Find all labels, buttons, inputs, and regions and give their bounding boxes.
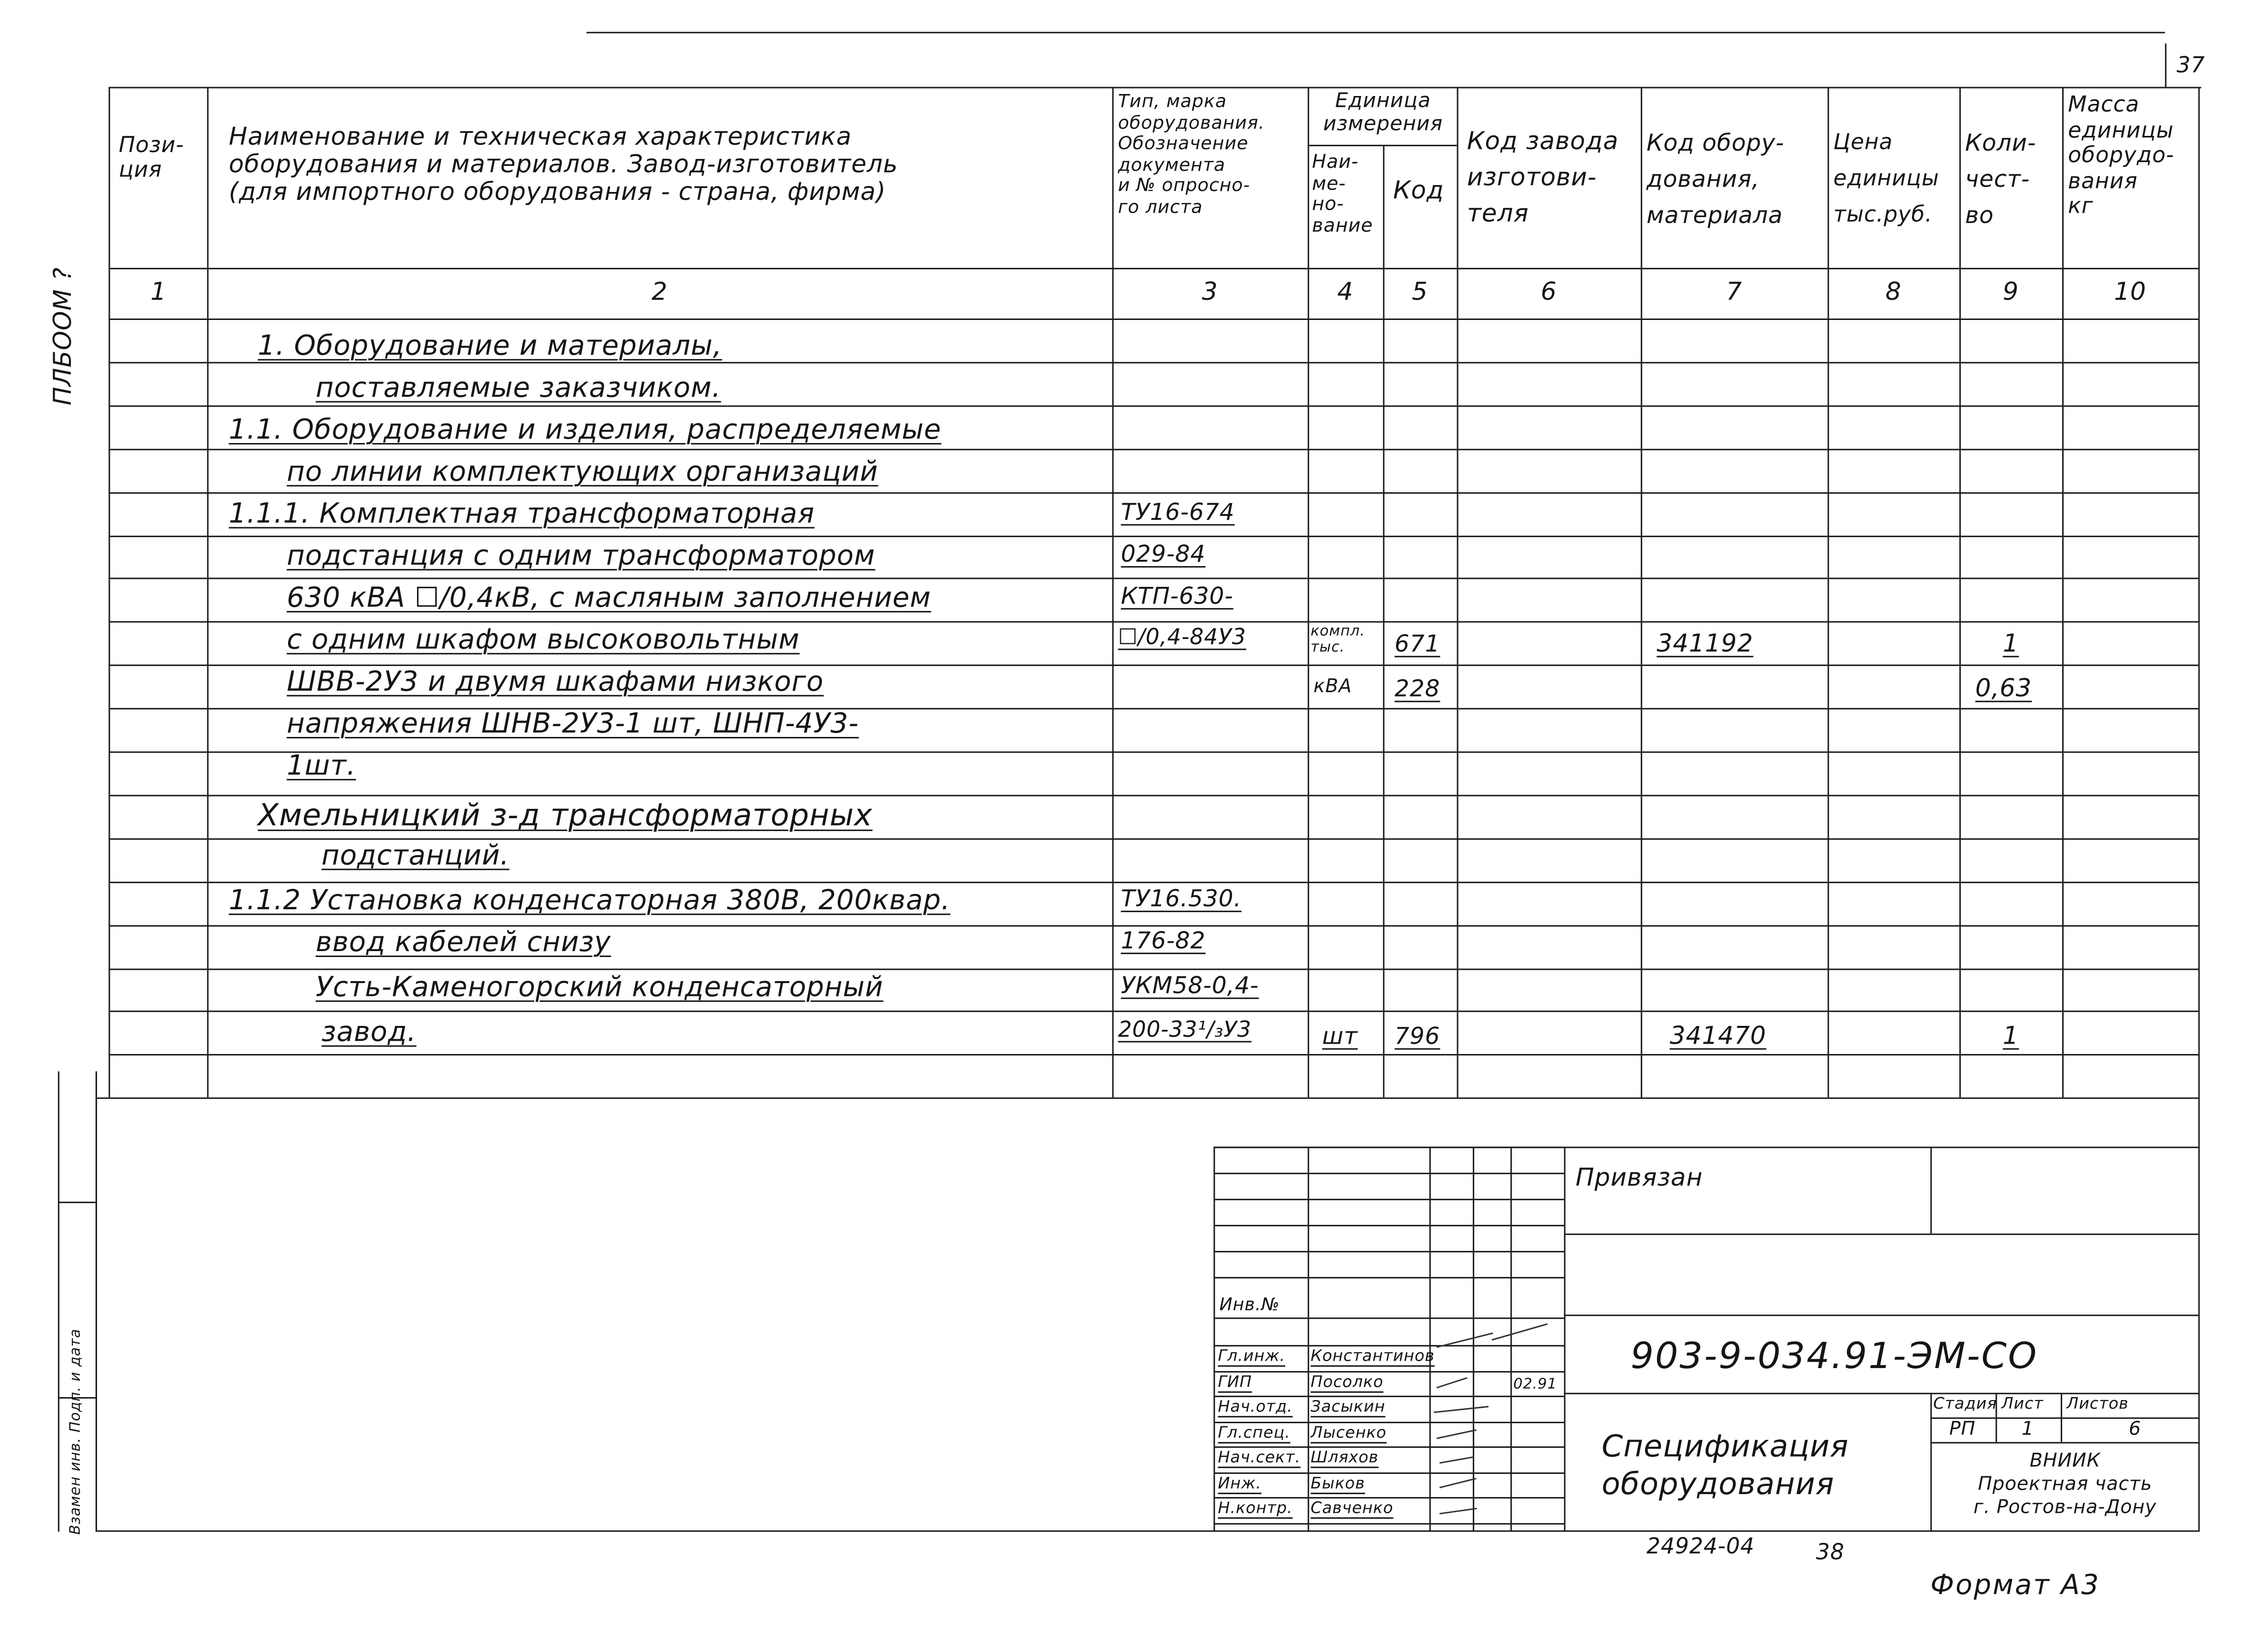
col-line-9 bbox=[2062, 87, 2064, 1097]
header-col45: Единица измерения bbox=[1323, 90, 1443, 136]
tb-org: ВНИИК Проектная часть г. Ростов-на-Дону bbox=[1973, 1450, 2157, 1519]
tb-grid-line bbox=[1214, 1225, 1564, 1226]
row-type-8: ☐/0,4-84У3 bbox=[1118, 624, 1246, 650]
tb-staff-name: Посолко bbox=[1310, 1372, 1384, 1391]
tb-col-b bbox=[1429, 1147, 1431, 1532]
row-type-6: 029-84 bbox=[1121, 540, 1206, 568]
tb-rule-privyazan bbox=[1564, 1234, 2198, 1235]
bottom-page: 38 bbox=[1816, 1539, 1845, 1565]
row-line bbox=[109, 795, 2199, 796]
tb-col-c bbox=[1473, 1147, 1474, 1532]
row-name-17: завод. bbox=[321, 1016, 417, 1049]
row-qty-17: 1 bbox=[2003, 1022, 2019, 1052]
header-col9: Коли- чест- во bbox=[1965, 128, 2037, 229]
tb-stage-bottom bbox=[1930, 1442, 2198, 1443]
row-code-17: 796 bbox=[1394, 1022, 1440, 1050]
header-col10: Масса единицы оборудо- вания кг bbox=[2068, 91, 2174, 219]
colnum-1: 1 bbox=[150, 278, 167, 307]
tb-left bbox=[1214, 1147, 1215, 1532]
tb-staff-role: Нач.сект. bbox=[1218, 1448, 1301, 1467]
frame-bottom-border bbox=[96, 1531, 2198, 1532]
row-qty-9: 0,63 bbox=[1975, 674, 2032, 704]
colnum-4: 4 bbox=[1337, 278, 1354, 307]
tb-sheet-label: Лист bbox=[2001, 1394, 2043, 1413]
row-line bbox=[109, 448, 2199, 450]
row-line bbox=[109, 405, 2199, 407]
row-unit-8: компл. тыс. bbox=[1310, 624, 1365, 656]
col-line-2 bbox=[1112, 87, 1114, 1097]
margin-left-text: ПЛБООМ ? bbox=[49, 267, 78, 406]
table-left-border bbox=[109, 87, 110, 1097]
row-name-10: напряжения ШНВ-2У3-1 шт, ШНП-4У3- bbox=[287, 708, 859, 740]
tb-col-a bbox=[1308, 1147, 1309, 1532]
row-qty-8: 1 bbox=[2003, 630, 2019, 659]
colnum-7: 7 bbox=[1726, 278, 1743, 307]
header-col6: Код завода изготови- теля bbox=[1467, 127, 1619, 229]
col-line-7 bbox=[1828, 87, 1829, 1097]
tb-staff-role: Гл.инж. bbox=[1218, 1346, 1286, 1366]
col-line-5 bbox=[1457, 87, 1458, 1097]
table-bottom-border bbox=[96, 1097, 2198, 1099]
tb-title: Спецификация оборудования bbox=[1601, 1429, 1849, 1501]
tb-inv-no: Инв.№ bbox=[1219, 1294, 1280, 1315]
row-name-12: Хмельницкий з-д трансформаторных bbox=[258, 798, 873, 833]
row-mat-8: 341192 bbox=[1656, 630, 1753, 659]
tb-staff-role: Гл.спец. bbox=[1218, 1422, 1291, 1441]
tb-staff-role: Н.контр. bbox=[1218, 1498, 1293, 1518]
row-name-8: с одним шкафом высоковольтным bbox=[287, 624, 800, 656]
row-name-6: подстанция с одним трансформатором bbox=[287, 540, 875, 572]
margin-stamp-div1 bbox=[58, 1202, 96, 1203]
bottom-code: 24924-04 bbox=[1646, 1533, 1755, 1560]
row-type-16: УКМ58-0,4- bbox=[1121, 971, 1259, 999]
row-type-7: КТП-630- bbox=[1121, 582, 1233, 610]
row-line bbox=[109, 925, 2199, 926]
header-col4: Наи- ме- но- вание bbox=[1312, 152, 1373, 237]
row-line bbox=[109, 622, 2199, 623]
tb-col-e bbox=[1564, 1147, 1565, 1532]
row-line bbox=[109, 1054, 2199, 1056]
tb-privyazan: Привязан bbox=[1575, 1164, 1703, 1193]
row-type-17: 200-33¹/₃У3 bbox=[1118, 1016, 1252, 1043]
row-type-15: 176-82 bbox=[1121, 926, 1206, 955]
tb-staff-name: Савченко bbox=[1310, 1498, 1393, 1518]
margin-stamp-text: Взамен инв. Подп. и дата bbox=[68, 1328, 84, 1535]
colnum-5: 5 bbox=[1412, 278, 1428, 307]
colnum-9: 9 bbox=[2003, 278, 2019, 307]
row-line bbox=[109, 492, 2199, 493]
tb-stage: РП bbox=[1949, 1419, 1976, 1441]
row-name-9: ШВВ-2У3 и двумя шкафами низкого bbox=[287, 666, 824, 698]
row-name-16: Усть-Каменогорский конденсаторный bbox=[316, 971, 883, 1004]
tb-staff-line bbox=[1214, 1522, 1564, 1524]
row-name-3: 1.1. Оборудование и изделия, распределяемые bbox=[228, 414, 941, 446]
tb-grid-line bbox=[1214, 1277, 1564, 1278]
tb-grid-line bbox=[1214, 1251, 1564, 1252]
tb-col-d bbox=[1510, 1147, 1512, 1532]
row-unit-9: кВА bbox=[1313, 676, 1352, 698]
row-type-5: ТУ16-674 bbox=[1121, 498, 1235, 526]
col-number-rule bbox=[109, 319, 2199, 320]
header-col3: Тип, марка оборудования. Обозначение документа и № опросно- го листа bbox=[1118, 90, 1265, 217]
row-line bbox=[109, 881, 2199, 883]
col-line-6 bbox=[1641, 87, 1642, 1097]
margin-stamp-div2 bbox=[58, 1397, 96, 1399]
row-name-14: 1.1.2 Установка конденсаторная 380В, 200квар. bbox=[228, 884, 950, 917]
colnum-3: 3 bbox=[1201, 278, 1218, 307]
tb-staff-line bbox=[1214, 1371, 1564, 1372]
tb-sheets: 6 bbox=[2129, 1419, 2141, 1441]
row-unit-17: шт bbox=[1322, 1022, 1358, 1050]
row-name-5: 1.1.1. Комплектная трансформаторная bbox=[228, 498, 815, 530]
row-line bbox=[109, 838, 2199, 839]
header-bottom-rule bbox=[109, 268, 2199, 269]
tb-rule-code-top bbox=[1564, 1314, 2198, 1316]
table-top-border bbox=[109, 87, 2202, 88]
row-name-11: 1шт. bbox=[287, 750, 356, 782]
header-col1: Пози- ция bbox=[119, 131, 184, 183]
margin-stamp-left bbox=[58, 1071, 60, 1532]
header-col5: Код bbox=[1393, 176, 1444, 206]
tb-staff-line bbox=[1214, 1472, 1564, 1473]
colnum-10: 10 bbox=[2114, 278, 2146, 307]
row-line bbox=[109, 1011, 2199, 1013]
sheet-number-box-left bbox=[2165, 43, 2167, 87]
tb-sheets-label: Листов bbox=[2066, 1394, 2129, 1413]
row-mat-17: 341470 bbox=[1669, 1022, 1767, 1052]
row-name-1: 1. Оборудование и материалы, bbox=[258, 330, 722, 362]
row-name-15: ввод кабелей снизу bbox=[316, 926, 611, 958]
row-name-4: по линии комплектующих организаций bbox=[287, 456, 878, 488]
top-rule bbox=[586, 32, 2165, 33]
col-line-8 bbox=[1959, 87, 1961, 1097]
row-name-7: 630 кВА ☐/0,4кВ, с масляным заполнением bbox=[287, 582, 931, 614]
row-code-8: 671 bbox=[1394, 630, 1440, 658]
row-code-9: 228 bbox=[1394, 674, 1440, 702]
tb-grid-line bbox=[1214, 1317, 1564, 1319]
tb-staff-name: Быков bbox=[1310, 1473, 1365, 1492]
tb-staff-name: Засыкин bbox=[1310, 1397, 1386, 1416]
tb-staff-role: ГИП bbox=[1218, 1372, 1252, 1391]
tb-privyazan-div bbox=[1930, 1147, 1932, 1233]
format-label: Формат А3 bbox=[1930, 1569, 2101, 1601]
tb-staff-name: Лысенко bbox=[1310, 1422, 1387, 1441]
tb-staff-name: Константинов bbox=[1310, 1346, 1435, 1366]
tb-grid-line bbox=[1214, 1199, 1564, 1200]
tb-staff-role: Нач.отд. bbox=[1218, 1397, 1293, 1416]
tb-staff-name: Шляхов bbox=[1310, 1448, 1379, 1467]
header-col7: Код обору- дования, материала bbox=[1646, 128, 1784, 229]
colnum-8: 8 bbox=[1885, 278, 1902, 307]
row-line bbox=[109, 535, 2199, 537]
colnum-6: 6 bbox=[1541, 278, 1557, 307]
col-line-3 bbox=[1308, 87, 1309, 1097]
row-line bbox=[109, 968, 2199, 969]
frame-right-border bbox=[2198, 87, 2200, 1532]
header-col2: Наименование и техническая характеристика оборудования и материалов. Завод-изготовитель (для импортного оборудования - страна, фирма) bbox=[228, 123, 898, 207]
col-line-1 bbox=[207, 87, 209, 1097]
unit-header-rule bbox=[1308, 145, 1457, 146]
sheet-number: 37 bbox=[2176, 52, 2205, 78]
tb-sheet: 1 bbox=[2021, 1419, 2034, 1441]
tb-grid-line bbox=[1214, 1147, 1564, 1148]
row-line bbox=[109, 362, 2199, 363]
row-type-14: ТУ16.530. bbox=[1121, 884, 1242, 912]
frame-left-lower bbox=[96, 1071, 97, 1532]
header-col8: Цена единицы тыс.руб. bbox=[1833, 128, 1940, 227]
tb-date: 02.91 bbox=[1513, 1376, 1557, 1393]
row-line bbox=[109, 578, 2199, 580]
row-line bbox=[109, 751, 2199, 753]
row-name-2: поставляемые заказчиком. bbox=[316, 372, 721, 404]
tb-doc-code: 903-9-034.91-ЭМ-СО bbox=[1630, 1335, 2038, 1377]
tb-stage-label: Стадия bbox=[1933, 1394, 1997, 1413]
tb-staff-line bbox=[1214, 1421, 1564, 1423]
tb-grid-line bbox=[1214, 1173, 1564, 1174]
colnum-2: 2 bbox=[651, 278, 668, 307]
row-name-13: подстанций. bbox=[321, 839, 510, 872]
tb-staff-role: Инж. bbox=[1218, 1473, 1262, 1492]
